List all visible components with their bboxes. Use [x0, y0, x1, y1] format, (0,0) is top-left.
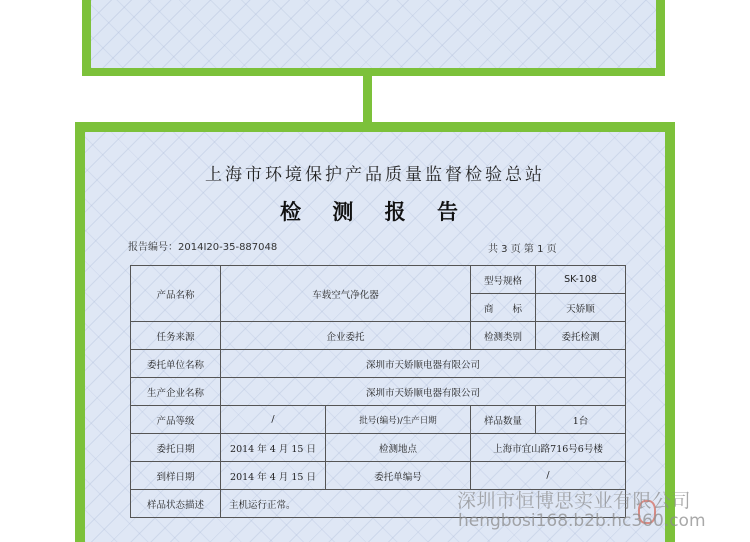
table-row	[131, 322, 626, 350]
manufacturer-value: 深圳市天娇顺电器有限公司	[221, 378, 626, 406]
table-row	[131, 266, 626, 294]
grade-value: /	[221, 406, 326, 434]
test-type-value: 委托检测	[536, 322, 626, 350]
report-number: 报告编号：2014I20-35-887048	[128, 242, 278, 253]
manufacturer-label: 生产企业名称	[131, 378, 221, 406]
location-label: 检测地点	[326, 434, 471, 462]
company-watermark: 深圳市恒博思实业有限公司	[457, 490, 692, 512]
location-value: 上海市宜山路716号6号楼	[471, 434, 626, 462]
upper-card-frame	[82, 0, 665, 76]
batch-label: 批号(编号)/生产日期	[326, 406, 471, 434]
task-source-value: 企业委托	[221, 322, 471, 350]
client-value: 深圳市天娇顺电器有限公司	[221, 350, 626, 378]
order-no-value: /	[471, 462, 626, 490]
arrival-date-label: 到样日期	[131, 462, 221, 490]
report-form-table	[130, 265, 626, 518]
upper-card-paper	[91, 0, 656, 68]
qty-value: 1台	[536, 406, 626, 434]
grade-label: 产品等级	[131, 406, 221, 434]
sample-state-value: 主机运行正常。	[221, 490, 626, 518]
commission-date-label: 委托日期	[131, 434, 221, 462]
brand-label: 商 标	[471, 294, 536, 322]
brand-value: 天娇顺	[536, 294, 626, 322]
product-name-value: 车载空气净化器	[221, 266, 471, 322]
sample-state-label: 样品状态描述	[131, 490, 221, 518]
test-type-label: 检测类别	[471, 322, 536, 350]
model-value: SK-108	[536, 266, 626, 294]
table-row	[131, 434, 626, 462]
report-paper	[85, 132, 665, 542]
table-row	[131, 378, 626, 406]
url-watermark: hengbosi168.b2b.hc360.com	[458, 511, 706, 531]
client-label: 委托单位名称	[131, 350, 221, 378]
report-card-frame	[75, 122, 675, 542]
model-label: 型号规格	[471, 266, 536, 294]
org-name: 上海市环境保护产品质量监督检验总站	[205, 165, 545, 185]
table-row	[131, 406, 626, 434]
task-source-label: 任务来源	[131, 322, 221, 350]
page-count: 共 3 页 第 1 页	[488, 244, 557, 255]
arrival-date-value: 2014 年 4 月 15 日	[221, 462, 326, 490]
commission-date-value: 2014 年 4 月 15 日	[221, 434, 326, 462]
qty-label: 样品数量	[471, 406, 536, 434]
table-row	[131, 350, 626, 378]
report-title: 检 测 报 告	[280, 199, 470, 224]
order-no-label: 委托单编号	[326, 462, 471, 490]
product-name-label: 产品名称	[131, 266, 221, 322]
card-connector	[363, 76, 372, 124]
